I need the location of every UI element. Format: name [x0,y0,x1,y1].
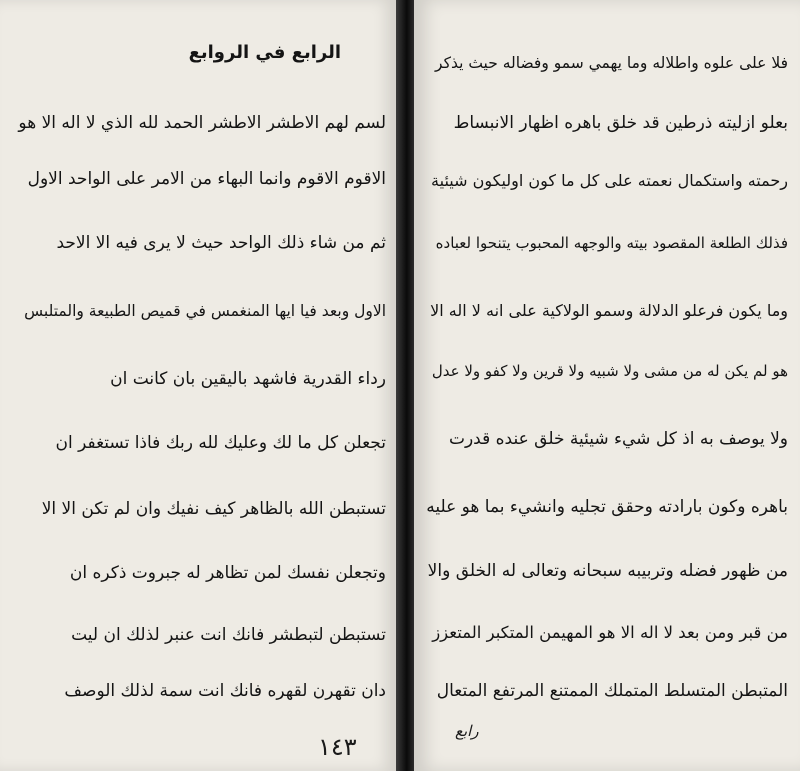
right-line-7: ولا يوصف به اذ كل شيء شيئية خلق عنده قدرت [448,429,788,449]
section-heading: الرابع في الروابع [188,42,341,63]
book-gutter [396,0,414,771]
page-number: ١٤٣ [318,733,357,761]
left-line-6: تجعلن كل ما لك وعليك لله ربك فاذا تستغفر ان [55,433,386,453]
left-line-5: رداء القدرية فاشهد باليقين بان كانت ان [110,369,386,389]
left-line-4: الاول وبعد فيا ايها المنغمس في قميص الطبيعة والمتلبس [24,302,386,320]
left-line-9: تستبطن لتبطشر فانك انت عنبر لذلك ان ليت [71,625,386,645]
catchword: رابع [455,722,479,740]
right-line-5: وما يكون فرعلو الدلالة وسمو الولاكية على انه لا اله الا [430,301,788,320]
right-line-2: بعلو ازليته ذرطين قد خلق باهره اظهار الانبساط [453,113,788,133]
left-page [0,0,396,771]
right-line-10: من قبر ومن بعد لا اله الا هو المهيمن المتكبر المتعزز [432,623,788,642]
right-line-1: فلا على علوه واطلاله وما يهمي سمو وفضاله حيث يذكر [435,54,788,72]
right-line-8: باهره وكون بارادته وحقق تجليه وانشيء بما هو عليه [426,497,788,517]
right-line-4: فذلك الطلعة المقصود بيته والوجهه المحبوب يتنحوا لعباده [435,234,788,252]
left-line-10: دان تقهرن لقهره فانك انت سمة لذلك الوصف [64,681,386,701]
right-line-6: هو لم يكن له من مشى ولا شبيه ولا قرين ولا كفو ولا عدل [431,362,788,380]
left-line-7: تستبطن الله بالظاهر كيف نفيك وان لم تكن الا الا [41,499,386,519]
left-line-1: لسم لهم الاطشر الاطشر الحمد لله الذي لا اله الا هو [18,113,386,133]
right-line-9: من ظهور فضله وتربيبه سبحانه وتعالى له الخلق والا [427,561,788,581]
right-page [414,0,800,771]
left-line-8: وتجعلن نفسك لمن تظاهر له جبروت ذكره ان [69,563,386,583]
left-line-3: ثم من شاء ذلك الواحد حيث لا يرى فيه الا الاحد [56,233,386,253]
left-line-2: الاقوم الاقوم وانما البهاء من الامر على الواحد الاول [27,169,386,189]
right-line-3: رحمته واستكمال نعمته على كل ما كون اوليكون شيئية [431,171,788,190]
right-line-11: المتبطن المتسلط المتملك الممتنع المرتفع المتعال [436,681,788,701]
